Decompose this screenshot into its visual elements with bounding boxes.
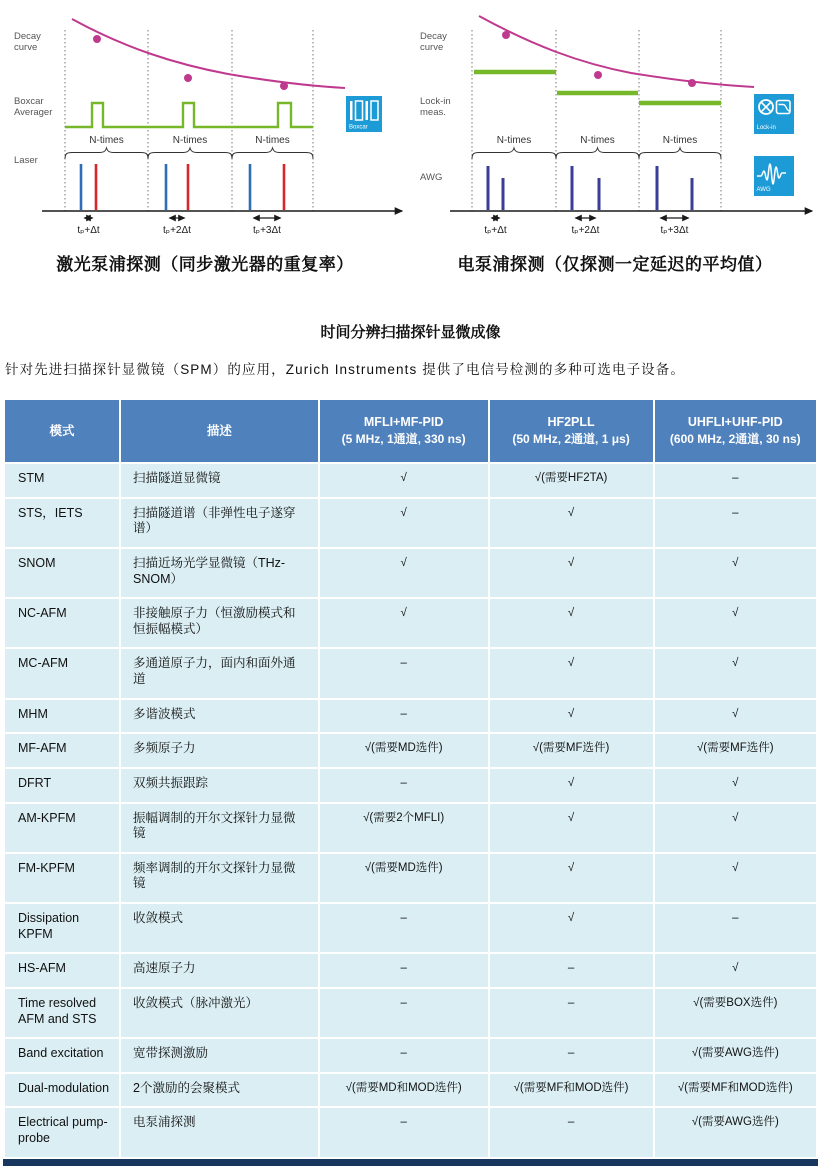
value-cell: √ [655,549,816,597]
n-times-label: N-times [662,135,698,146]
col-header-mode [5,400,119,462]
electrical-pump-probe-diagram [410,6,820,275]
table-row [5,1108,816,1156]
value-cell: √ [655,769,816,802]
table-row [5,649,816,697]
value-cell: √ [490,649,653,697]
delay-label: tₚ+2Δt [163,225,191,236]
value-cell: √(需要MF和MOD选件) [655,1074,816,1107]
decay-curve [479,16,754,87]
delay-label: tₚ+3Δt [660,225,689,236]
value-cell: √ [655,854,816,902]
value-cell: √ [320,499,488,547]
table-row [5,769,816,802]
intro-text: 针对先进扫描探针显微镜（SPM）的应用，Zurich Instruments 提供了电信号检测的多种可选电子设备。 [5,362,685,377]
row-label-boxcar-averager: Boxcar [14,96,44,107]
value-cell: – [490,954,653,987]
laser-pump-probe-caption: 激光泵浦探测（同步激光器的重复率） [56,255,354,274]
n-times-label: N-times [580,135,615,146]
value-cell: √(需要AWG选件) [655,1108,816,1156]
value-cell: √ [490,599,653,647]
mode-cell: SNOM [5,549,119,597]
n-times-label: N-times [89,135,124,146]
desc-cell: 扫描近场光学显微镜（THz-SNOM） [121,549,318,597]
table-row [5,464,816,497]
mode-cell: Time resolved AFM and STS [5,989,119,1037]
pump-pulses [81,164,250,210]
col-header-subtitle: (600 MHz, 2通道, 30 ns) [669,432,801,447]
row-label-decay-curve: Decay [14,31,41,42]
desc-cell: 非接触原子力（恒激励模式和恒振幅模式） [121,599,318,647]
section-title: 时间分辨扫描探针显微成像 [320,324,501,341]
desc-cell: 双频共振跟踪 [121,769,318,802]
value-cell: – [320,954,488,987]
value-cell: √ [490,904,653,952]
delay-label: tₚ+Δt [484,225,507,236]
value-cell: – [320,1108,488,1156]
n-times-braces [65,148,313,159]
mode-cell: AM-KPFM [5,804,119,852]
value-cell: – [320,769,488,802]
mode-cell: NC-AFM [5,599,119,647]
probe-pulses [96,164,284,210]
row-label-awg: AWG [420,172,443,183]
awg-icon-label: AWG [756,187,771,193]
row-label-lockin-meas: Lock-in [420,96,451,107]
col-header-subtitle: (5 MHz, 1通道, 330 ns) [341,432,466,447]
value-cell: √ [655,804,816,852]
value-cell: √ [320,599,488,647]
mode-cell: MHM [5,700,119,733]
spm-modes-table [0,398,821,1166]
mode-cell: STS，IETS [5,499,119,547]
value-cell: √(需要AWG选件) [655,1039,816,1072]
electrical-pump-probe-figure [410,6,820,241]
pump-probe-diagrams [0,0,821,275]
desc-cell: 高速原子力 [121,954,318,987]
table-row [5,804,816,852]
n-times-label: N-times [255,135,290,146]
value-cell: – [320,989,488,1037]
col-header-title: 描述 [206,423,232,438]
value-cell: √(需要MD选件) [320,854,488,902]
row-label-decay-curve: curve [14,42,38,53]
table-row [5,954,816,987]
boxcar-gate-waveform [65,103,313,127]
desc-cell: 多通道原子力，面内和面外通道 [121,649,318,697]
mode-cell: Band excitation [5,1039,119,1072]
desc-cell: 宽带探测激励 [121,1039,318,1072]
value-cell: √(需要MF选件) [655,734,816,767]
value-cell: √ [490,769,653,802]
n-times-label: N-times [172,135,208,146]
row-label-lockin-meas: meas. [420,107,446,118]
table-row [5,549,816,597]
col-header-title: UHFLI+UHF-PID [687,415,783,430]
row-label-decay-curve: curve [420,42,444,53]
table-row [5,1074,816,1107]
table-row [5,499,816,547]
desc-cell: 电泵浦探测 [121,1108,318,1156]
value-cell: √(需要2个MFLI) [320,804,488,852]
value-cell: √ [490,700,653,733]
table-row [5,599,816,647]
desc-cell: 收敛模式（脉冲激光） [121,989,318,1037]
table-row [5,700,816,733]
table-row [5,989,816,1037]
table-body [5,464,816,1157]
col-header-subtitle: (50 MHz, 2通道, 1 μs) [512,432,630,447]
value-cell: √(需要MF和MOD选件) [490,1074,653,1107]
value-cell: – [655,464,816,497]
col-header-desc [121,400,318,462]
value-cell: – [655,904,816,952]
col-header-title: MFLI+MF-PID [363,415,444,430]
value-cell: √ [490,549,653,597]
value-cell: √(需要MD和MOD选件) [320,1074,488,1107]
row-label-boxcar-averager: Averager [14,107,53,118]
laser-pump-probe-diagram [0,6,410,275]
delay-label: tₚ+3Δt [253,225,281,236]
mode-cell: MF-AFM [5,734,119,767]
value-cell: – [490,989,653,1037]
value-cell: – [490,1108,653,1156]
value-cell: √(需要MD选件) [320,734,488,767]
desc-cell: 扫描隧道显微镜 [121,464,318,497]
value-cell: √ [655,649,816,697]
mode-cell: HS-AFM [5,954,119,987]
mode-cell: DFRT [5,769,119,802]
table-row [5,1039,816,1072]
value-cell: √ [655,700,816,733]
delay-label: tₚ+2Δt [571,225,600,236]
laser-pump-probe-figure [0,6,410,241]
value-cell: √ [320,549,488,597]
awg-pump-pulses [488,166,657,210]
n-times-braces [472,148,721,159]
value-cell: – [320,1039,488,1072]
value-cell: √ [490,499,653,547]
boxcar-icon-label: Boxcar [349,124,368,131]
value-cell: – [320,649,488,697]
awg-probe-pulses [503,178,692,210]
mode-cell: MC-AFM [5,649,119,697]
col-header-hf2pll [490,400,653,462]
col-header-title: HF2PLL [547,415,595,430]
table-header-row [5,400,816,462]
value-cell: √ [655,599,816,647]
row-label-laser: Laser [14,155,38,166]
row-label-decay-curve: Decay [420,31,447,42]
value-cell: √(需要MF选件) [490,734,653,767]
mode-cell: Dissipation KPFM [5,904,119,952]
mode-cell: Electrical pump-probe [5,1108,119,1156]
value-cell: – [490,1039,653,1072]
value-cell: √ [490,854,653,902]
desc-cell: 收敛模式 [121,904,318,952]
table-row [5,734,816,767]
table-row [5,854,816,902]
desc-cell: 多频原子力 [121,734,318,767]
value-cell: – [320,904,488,952]
table-row [5,904,816,952]
electrical-pump-probe-caption: 电泵浦探测（仅探测一定延迟的平均值） [457,255,773,274]
col-header-title: 模式 [49,423,75,438]
value-cell: √(需要BOX选件) [655,989,816,1037]
desc-cell: 多谐波模式 [121,700,318,733]
delay-label: tₚ+Δt [77,225,100,236]
value-cell: √ [320,464,488,497]
period-boundary-lines [472,30,721,211]
value-cell: √ [490,804,653,852]
desc-cell: 扫描隧道谱（非弹性电子遂穿谱） [121,499,318,547]
col-header-mfli [320,400,488,462]
lockin-icon-label: Lock-in [756,125,776,131]
col-header-uhfli [655,400,816,462]
boxcar-icon [346,96,382,132]
decay-curve [72,19,345,88]
value-cell: – [655,499,816,547]
desc-cell: 2个激励的会聚模式 [121,1074,318,1107]
desc-cell: 振幅调制的开尔文探针力显微镜 [121,804,318,852]
value-cell: √ [655,954,816,987]
desc-cell: 频率调制的开尔文探针力显微镜 [121,854,318,902]
mode-cell: STM [5,464,119,497]
mode-cell: Dual-modulation [5,1074,119,1107]
n-times-label: N-times [496,135,532,146]
value-cell: √(需要HF2TA) [490,464,653,497]
awg-icon [754,156,794,196]
value-cell: – [320,700,488,733]
table-footer-bar [3,1159,818,1166]
mode-cell: FM-KPFM [5,854,119,902]
lockin-icon [754,94,794,134]
